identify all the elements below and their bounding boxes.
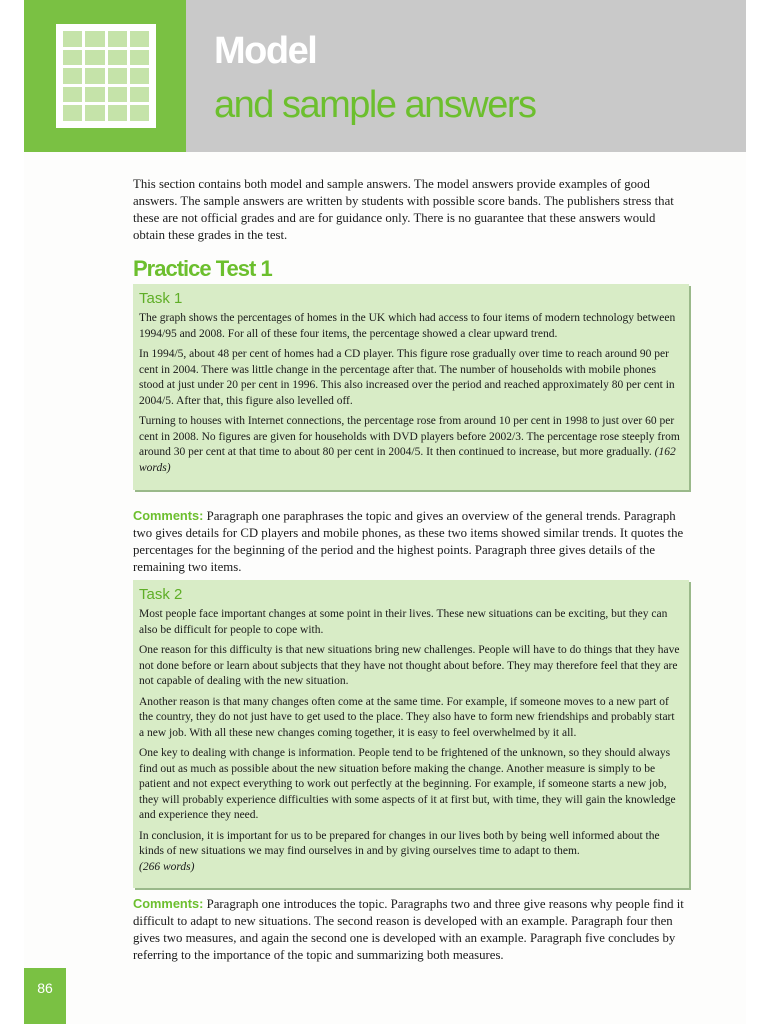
task2-paragraph: One reason for this difficulty is that new situations bring new challenges. People will have to do things that they have not done before or learn about subjects that they have not thought about before. They may therefore feel that they are not capable of dealing with the new situation. xyxy=(139,644,680,687)
task1-word-count: (162 words) xyxy=(139,446,676,474)
comment1-text: Paragraph one paraphrases the topic and gives an overview of the general trends. Paragraph two gives details for CD players and mobile phones, as these two items showed similar trends. It quotes the percentages for the beginning of the period and the highest points. Paragraph three gives details of the remaining two items. xyxy=(133,509,684,574)
task1-paragraph: The graph shows the percentages of homes in the UK which had access to four items of modern technology between 1994/95 and 2008. For all of these four items, the percentage showed a clear upward trend. xyxy=(139,312,676,340)
intro-paragraph: This section contains both model and sample answers. The model answers provide examples of good answers. The sample answers are written by students with possible score bands. The publishers stress that these are not official grades and are for guidance only. There is no guarantee that these answers would obtain these grades in the test. xyxy=(133,177,674,242)
task2-paragraph-text: In conclusion, it is important for us to be prepared for changes in our lives both by being well informed about the kinds of new situations we may find ourselves in and by giving ourselves time to adapt to them. xyxy=(139,829,660,857)
comment2-label: Comments: xyxy=(133,896,204,911)
task1-heading: Task 1 xyxy=(139,290,183,307)
page-subtitle: and sample answers xyxy=(214,84,536,126)
page-number-tab xyxy=(24,968,66,1024)
task2-word-count: (266 words) xyxy=(139,860,195,873)
grid-logo-cells xyxy=(63,31,149,121)
task2-paragraph: One key to dealing with change is information. People tend to be frightened of the unknown, so they should always find out as much as possible about the new situation before making the change. Another measure is simply to be patient and not expect everything to work out perfectly at the beginning. For example, if someone starts a new job, they will probably experience difficulties with some aspects of it at first but, with time, they will gain the knowledge and experience they need. xyxy=(139,747,676,821)
task2-heading: Task 2 xyxy=(139,586,183,603)
task1-paragraph-text: Turning to houses with Internet connections, the percentage rose from around 10 per cent in 1998 to just over 60 per cent in 2008. No figures are given for households with DVD players before 2002/3. The percentage rose steeply from around 30 per cent at that time to about 80 per cent in 2004/5. It then continued to increase, but more gradually. xyxy=(139,415,680,458)
task1-paragraph: In 1994/5, about 48 per cent of homes had a CD player. This figure rose gradually over time to reach around 90 per cent in 2004. There was little change in the percentage after that. The number of households with mobile phones stood at just under 20 per cent in 1996. This also increased over the period and reached approximately 80 per cent in 2004/5. After that, this figure also levelled off. xyxy=(139,348,675,407)
task2-paragraph: Another reason is that many changes often come at the same time. For example, if someone moves to a new part of the country, they do not just have to get used to the place. They also have to form new friendships and probably start a new job. With all these new changes coming together, it is easy to feel overwhelmed by it all. xyxy=(139,695,675,739)
comment1 xyxy=(133,507,689,576)
task2-box xyxy=(133,580,689,888)
comment2 xyxy=(133,895,689,964)
comment2-text: Paragraph one introduces the topic. Paragraphs two and three give reasons why people find it difficult to adapt to new situations. The second reason is developed with an example. Paragraph four then gives two measures, and again the second one is developed with an example. Paragraph five concludes by referring to the importance of the topic and summarizing both measures. xyxy=(133,897,684,962)
task2-paragraph: Most people face important changes at some point in their lives. These new situations can be exciting, but they can also be difficult for people to cope with. xyxy=(139,608,668,636)
task1-box xyxy=(133,284,689,490)
page-title: Model xyxy=(214,30,317,72)
task2-paragraph-last xyxy=(139,829,681,876)
header-grey-band xyxy=(186,0,746,152)
comment1-label: Comments: xyxy=(133,508,204,523)
task1-paragraph-last xyxy=(139,414,681,476)
page-number: 86 xyxy=(37,980,53,996)
section-title: Practice Test 1 xyxy=(133,256,272,281)
